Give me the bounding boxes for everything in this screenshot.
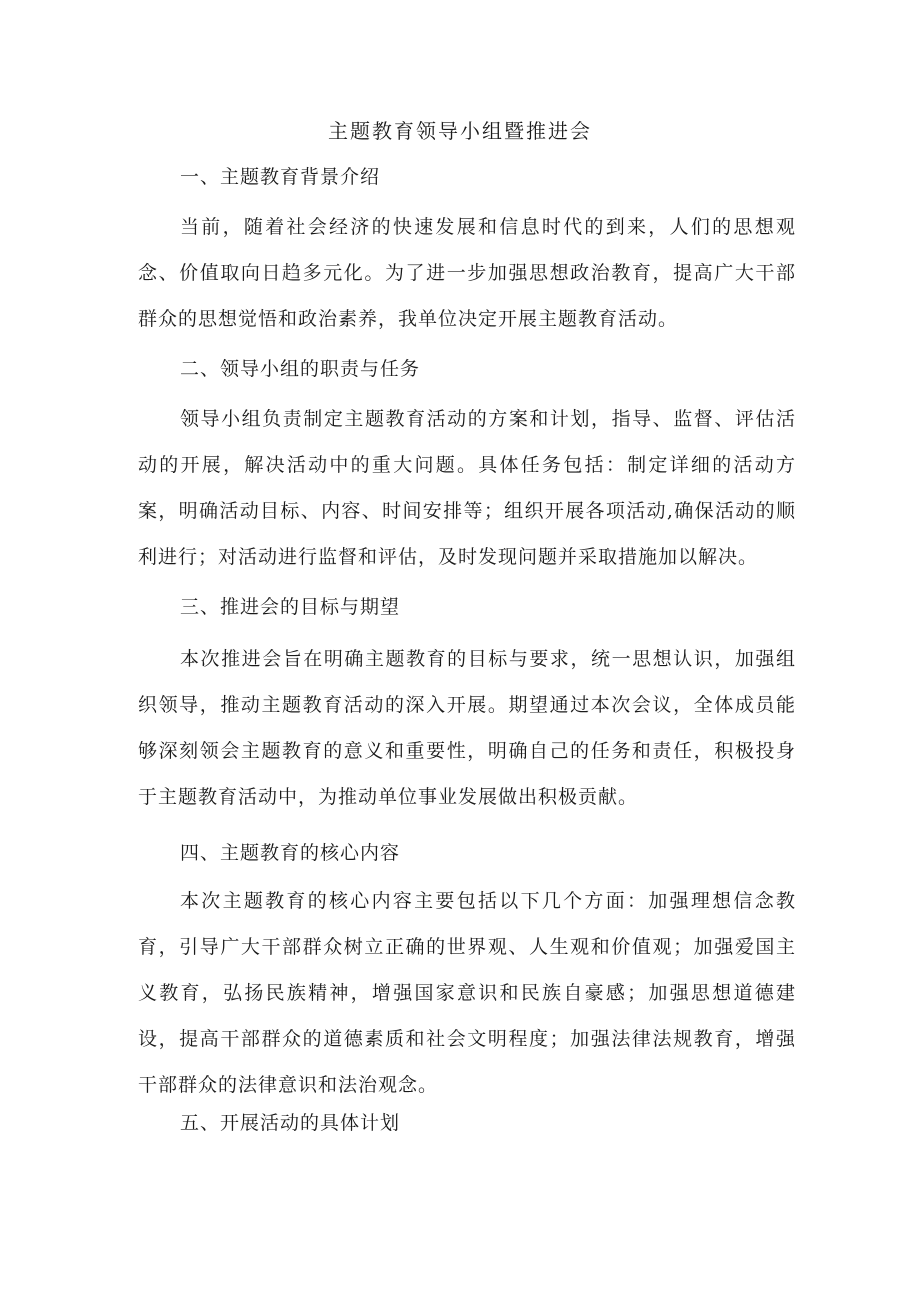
document-title: 主题教育领导小组暨推进会 (328, 119, 592, 143)
section-heading-5: 五、开展活动的具体计划 (180, 1112, 401, 1134)
section-heading-2: 二、领导小组的职责与任务 (180, 358, 421, 380)
section-body-3: 本次推进会旨在明确主题教育的目标与要求，统一思想认识，加强组织领导，推动主题教育活动的深入开展。期望通过本次会议，全体成员能够深刻领会主题教育的意义和重要性，明确自己的任务和责任，积极投身于主题教育活动中，为推动单位事业发展做出积极贡献。 (138, 648, 796, 808)
section-body-4: 本次主题教育的核心内容主要包括以下几个方面：加强理想信念教育，引导广大干部群众树立正确的世界观、人生观和价值观；加强爱国主义教育，弘扬民族精神，增强国家意识和民族自豪感；加强思想道德建设，提高干部群众的道德素质和社会文明程度；加强法律法规教育，增强干部群众的法律意识和法治观念。 (138, 890, 796, 1096)
section-heading-1: 一、主题教育背景介绍 (180, 166, 381, 188)
section-heading-3: 三、推进会的目标与期望 (180, 596, 401, 618)
section-heading-4: 四、主题教育的核心内容 (180, 842, 401, 864)
section-body-2: 领导小组负责制定主题教育活动的方案和计划，指导、监督、评估活动的开展，解决活动中的重大问题。具体任务包括：制定详细的活动方案，明确活动目标、内容、时间安排等；组织开展各项活动,确保活动的顺利进行；对活动进行监督和评估，及时发现问题并采取措施加以解决。 (138, 408, 796, 568)
section-body-1: 当前，随着社会经济的快速发展和信息时代的到来，人们的思想观念、价值取向日趋多元化。为了进一步加强思想政治教育，提高广大干部群众的思想觉悟和政治素养，我单位决定开展主题教育活动。 (138, 216, 796, 330)
